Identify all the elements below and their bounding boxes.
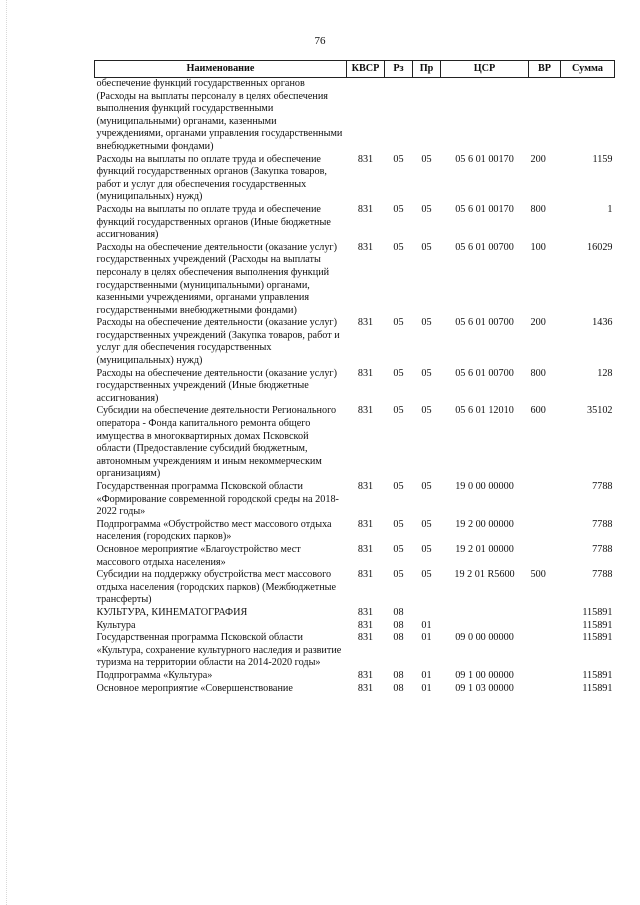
cell-rz: 05 — [393, 203, 404, 215]
cell-name: Расходы на выплаты по оплате труда и обеспечение функций государственных органов (Иные бюджетные ассигнования) — [96, 203, 331, 241]
cell-sum: 1436 — [592, 317, 613, 329]
cell-name: Субсидии на поддержку обустройства мест массового отдыха населения (городских парков) (Межбюджетные трансферты) — [96, 569, 337, 606]
table-row — [95, 78, 615, 154]
cell-kvsr: 831 — [357, 367, 374, 379]
cell-sum: 7788 — [592, 518, 613, 530]
table-row — [95, 670, 615, 683]
cell-name: обеспечение функций государственных органов (Расходы на выплаты персоналу в целях обеспечения выполнения функций государственными (муниципальными) органами, казенными учреждениями, органами управления государственными внебюджетными фондами) — [96, 78, 343, 152]
cell-kvsr: 831 — [357, 682, 374, 694]
table-header-row — [95, 61, 615, 78]
cell-pr: 05 — [421, 481, 432, 492]
cell-sum: 7788 — [592, 543, 613, 555]
cell-sum: 115891 — [582, 619, 613, 631]
cell-sum: 7788 — [592, 481, 613, 492]
cell-sum: 1159 — [592, 153, 613, 165]
cell-vr: 500 — [530, 569, 546, 581]
cell-pr: 01 — [421, 669, 432, 681]
cell-csr — [441, 607, 529, 620]
table-row — [95, 569, 615, 607]
table-body — [95, 78, 615, 696]
cell-vr — [529, 670, 561, 683]
table-row — [95, 204, 615, 242]
cell-name: Расходы на выплаты по оплате труда и обеспечение функций государственных органов (Закупка товаров, работ и услуг для обеспечения государственных (муниципальных) нужд) — [96, 153, 327, 203]
cell-sum: 35102 — [587, 405, 613, 417]
cell-sum: 7788 — [592, 569, 613, 581]
cell-rz: 05 — [393, 518, 404, 530]
cell-sum: 115891 — [582, 632, 613, 644]
cell-kvsr: 831 — [357, 518, 374, 530]
table-row — [95, 405, 615, 481]
cell-rz: 05 — [393, 405, 404, 417]
cell-name: Расходы на обеспечение деятельности (оказание услуг) государственных учреждений (Закупка товаров, работ и услуг для обеспечения государственных (муниципальных) нужд) — [96, 317, 340, 367]
cell-rz: 05 — [393, 153, 404, 165]
cell-rz: 05 — [393, 317, 404, 329]
cell-kvsr: 831 — [357, 606, 374, 618]
cell-pr — [413, 78, 441, 154]
cell-csr: 05 6 01 00170 — [455, 153, 514, 165]
cell-kvsr: 831 — [357, 153, 374, 165]
cell-rz: 05 — [393, 543, 404, 555]
cell-vr: 800 — [530, 367, 546, 379]
cell-vr — [529, 607, 561, 620]
cell-kvsr — [347, 78, 385, 154]
cell-rz: 08 — [393, 606, 404, 618]
table-row — [95, 544, 615, 569]
cell-name: Государственная программа Псковской области «Формирование современной городской среды на 2018-2022 годы» — [96, 481, 339, 518]
cell-name: Основное мероприятие «Совершенствование — [96, 682, 293, 694]
cell-name: Расходы на обеспечение деятельности (оказание услуг) государственных учреждений (Иные бюджетные ассигнования) — [96, 367, 338, 404]
cell-sum: 115891 — [582, 682, 613, 694]
header-kvsr: КВСР — [347, 61, 385, 78]
cell-vr — [529, 78, 561, 154]
cell-name: Подпрограмма «Культура» — [96, 669, 213, 681]
cell-csr — [441, 78, 529, 154]
cell-pr: 01 — [421, 632, 432, 644]
cell-kvsr: 831 — [357, 669, 374, 681]
table-row — [95, 607, 615, 620]
table-row — [95, 368, 615, 406]
cell-vr — [529, 519, 561, 544]
cell-rz: 08 — [393, 682, 404, 694]
header-name: Наименование — [95, 61, 347, 78]
cell-vr: 600 — [530, 405, 546, 417]
cell-csr: 05 6 01 00700 — [455, 241, 514, 253]
cell-kvsr: 831 — [357, 619, 374, 631]
cell-kvsr: 831 — [357, 317, 374, 329]
table-row — [95, 317, 615, 367]
cell-csr: 19 0 00 00000 — [455, 481, 514, 492]
cell-rz: 05 — [393, 481, 404, 492]
cell-csr: 05 6 01 00700 — [455, 367, 514, 379]
header-pr: Пр — [413, 61, 441, 78]
cell-pr: 05 — [421, 518, 432, 530]
cell-pr: 05 — [421, 203, 432, 215]
cell-name: Государственная программа Псковской области «Культура, сохранение культурного наследия и развитие туризма на территории области на 2014-2020 годы» — [96, 632, 342, 669]
cell-rz — [385, 78, 413, 154]
cell-name: Расходы на обеспечение деятельности (оказание услуг) государственных учреждений (Расходы на выплаты персоналу в целях обеспечения выполнения функций государственными (муниципальными) органами, казенными учреждениями, органами управления государственными внебюджетными фондами) — [96, 241, 338, 316]
cell-csr: 09 1 00 00000 — [455, 669, 514, 681]
page-number: 76 — [314, 35, 326, 47]
cell-vr — [529, 481, 561, 519]
header-sum: Сумма — [561, 61, 615, 78]
cell-sum: 1 — [607, 203, 613, 215]
cell-kvsr: 831 — [357, 632, 374, 644]
cell-rz: 05 — [393, 569, 404, 581]
cell-csr: 19 2 01 R5600 — [454, 569, 515, 581]
cell-csr: 05 6 01 00700 — [455, 317, 514, 329]
scan-edge-line — [6, 0, 8, 905]
cell-csr: 19 2 00 00000 — [455, 518, 514, 530]
cell-sum: 115891 — [582, 669, 613, 681]
cell-vr — [529, 683, 561, 696]
table-row — [95, 632, 615, 670]
cell-pr: 05 — [421, 153, 432, 165]
cell-pr: 05 — [421, 317, 432, 329]
cell-pr: 01 — [421, 619, 432, 631]
cell-csr: 09 1 03 00000 — [455, 682, 514, 694]
cell-name: Основное мероприятие «Благоустройство мест массового отдыха населения» — [96, 543, 301, 568]
cell-name: Культура — [96, 619, 136, 631]
cell-kvsr: 831 — [357, 203, 374, 215]
cell-vr: 100 — [530, 241, 546, 253]
cell-csr: 05 6 01 12010 — [455, 405, 514, 417]
cell-kvsr: 831 — [357, 569, 374, 581]
budget-table — [94, 60, 615, 695]
table-row — [95, 242, 615, 318]
header-vr: ВР — [529, 61, 561, 78]
cell-sum: 16029 — [587, 241, 613, 253]
cell-name: КУЛЬТУРА, КИНЕМАТОГРАФИЯ — [96, 606, 248, 618]
cell-pr: 05 — [421, 405, 432, 417]
table-row — [95, 154, 615, 204]
cell-sum: 115891 — [582, 606, 613, 618]
cell-vr — [529, 620, 561, 633]
cell-vr: 200 — [530, 317, 546, 329]
cell-pr: 01 — [421, 682, 432, 694]
cell-pr: 05 — [421, 569, 432, 581]
cell-kvsr: 831 — [357, 405, 374, 417]
cell-vr — [529, 632, 561, 670]
cell-pr: 05 — [421, 543, 432, 555]
cell-kvsr: 831 — [357, 543, 374, 555]
cell-csr: 19 2 01 00000 — [455, 543, 514, 555]
cell-rz: 05 — [393, 241, 404, 253]
cell-csr — [441, 620, 529, 633]
cell-rz: 08 — [393, 632, 404, 644]
cell-sum — [561, 78, 615, 154]
cell-csr: 05 6 01 00170 — [455, 203, 514, 215]
cell-rz: 08 — [393, 669, 404, 681]
cell-kvsr: 831 — [357, 481, 374, 492]
cell-vr — [529, 544, 561, 569]
cell-vr: 200 — [530, 153, 546, 165]
table-row — [95, 620, 615, 633]
cell-name: Субсидии на обеспечение деятельности Регионального оператора - Фонда капитального ремонта общего имущества в многоквартирных домах Псковской области (Предоставление субсидий бюджетным, автономным учреждениям и иным некоммерческим организациям) — [96, 405, 337, 480]
table-row — [95, 519, 615, 544]
table-row — [95, 683, 615, 696]
cell-kvsr: 831 — [357, 241, 374, 253]
header-rz: Рз — [385, 61, 413, 78]
cell-vr: 800 — [530, 203, 546, 215]
cell-name: Подпрограмма «Обустройство мест массового отдыха населения (городских парков)» — [96, 518, 332, 543]
cell-sum: 128 — [597, 367, 613, 379]
cell-pr: 05 — [421, 367, 432, 379]
header-csr: ЦСР — [441, 61, 529, 78]
cell-rz: 08 — [393, 619, 404, 631]
cell-pr: 05 — [421, 241, 432, 253]
table-row — [95, 481, 615, 519]
cell-rz: 05 — [393, 367, 404, 379]
cell-csr: 09 0 00 00000 — [455, 632, 514, 644]
cell-pr — [413, 607, 441, 620]
